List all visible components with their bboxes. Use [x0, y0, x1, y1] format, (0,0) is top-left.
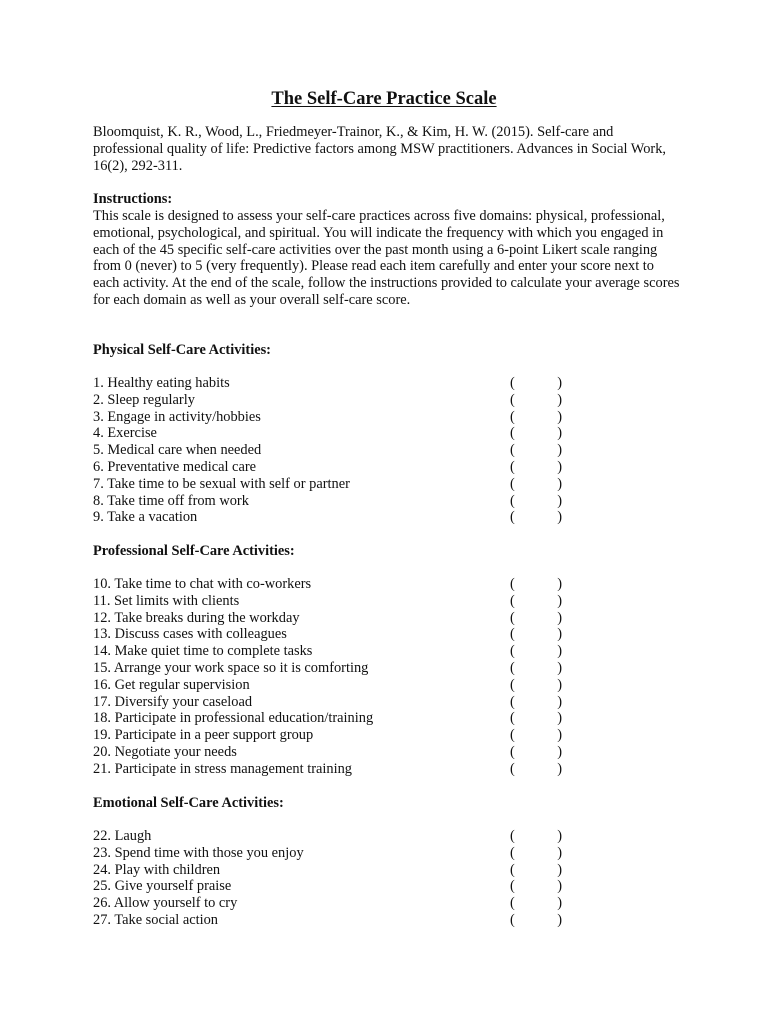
score-entry-box[interactable] — [510, 744, 562, 761]
open-paren: ( — [510, 375, 515, 391]
scale-item — [93, 409, 573, 426]
item-label: 22. Laugh — [93, 828, 152, 844]
item-label: 6. Preventative medical care — [93, 458, 257, 475]
open-paren: ( — [510, 828, 515, 844]
close-paren: ) — [557, 710, 562, 727]
page-title: The Self-Care Practice Scale — [271, 89, 497, 109]
close-paren: ) — [557, 911, 562, 928]
emotional-section-heading: Emotional Self-Care Activities: — [93, 795, 284, 811]
score-entry-box[interactable] — [510, 828, 562, 845]
item-label: 18. Participate in professional education/training — [93, 710, 374, 727]
physical-section-heading: Physical Self-Care Activities: — [93, 342, 271, 358]
open-paren: ( — [510, 878, 515, 895]
score-entry-box[interactable] — [510, 660, 562, 677]
open-paren: ( — [510, 895, 515, 912]
scale-item — [93, 677, 573, 694]
scale-item — [93, 878, 573, 895]
scale-item — [93, 828, 573, 845]
instructions-body: This scale is designed to assess your self-care practices across five domains: physical, professional, emotional, psychological, and spiritual. You will indicate the frequency with which you engaged in each of the 45 specific self-care activities over the past month using a 6-point Likert scale ranging from 0 (never) to 5 (very frequently). Please read each item carefully and enter your score next to each activity. At the end of the scale, follow the instructions provided to calculate your average scores for each domain as well as your overall self-care score. — [93, 208, 680, 308]
scale-item — [93, 744, 573, 761]
close-paren: ) — [557, 861, 562, 878]
scale-item — [93, 392, 573, 409]
score-entry-box[interactable] — [510, 375, 562, 392]
scale-item — [93, 761, 573, 778]
item-label: 17. Diversify your caseload — [93, 693, 253, 710]
open-paren: ( — [510, 609, 515, 626]
professional-item-list — [93, 576, 573, 778]
physical-item-list — [93, 375, 573, 526]
scale-item — [93, 660, 573, 677]
score-entry-box[interactable] — [510, 576, 562, 593]
close-paren: ) — [557, 609, 562, 626]
open-paren: ( — [510, 442, 515, 459]
close-paren: ) — [557, 727, 562, 744]
close-paren: ) — [557, 626, 562, 643]
close-paren: ) — [557, 743, 562, 760]
open-paren: ( — [510, 760, 515, 777]
open-paren: ( — [510, 626, 515, 643]
item-label: 2. Sleep regularly — [93, 391, 195, 408]
score-entry-box[interactable] — [510, 476, 562, 493]
close-paren: ) — [557, 458, 562, 475]
score-entry-box[interactable] — [510, 710, 562, 727]
emotional-item-list — [93, 828, 573, 929]
score-entry-box[interactable] — [510, 409, 562, 426]
scale-item — [93, 509, 573, 526]
open-paren: ( — [510, 844, 515, 861]
score-entry-box[interactable] — [510, 459, 562, 476]
score-entry-box[interactable] — [510, 727, 562, 744]
score-entry-box[interactable] — [510, 878, 562, 895]
item-label: 12. Take breaks during the workday — [93, 609, 300, 626]
open-paren: ( — [510, 576, 515, 592]
close-paren: ) — [557, 828, 562, 844]
open-paren: ( — [510, 861, 515, 878]
item-label: 20. Negotiate your needs — [93, 743, 237, 760]
item-label: 10. Take time to chat with co-workers — [93, 576, 312, 592]
score-entry-box[interactable] — [510, 912, 562, 929]
scale-item — [93, 845, 573, 862]
score-entry-box[interactable] — [510, 677, 562, 694]
open-paren: ( — [510, 727, 515, 744]
item-label: 21. Participate in stress management training — [93, 760, 352, 777]
scale-item — [93, 493, 573, 510]
scale-item — [93, 694, 573, 711]
close-paren: ) — [557, 760, 562, 777]
score-entry-box[interactable] — [510, 862, 562, 879]
open-paren: ( — [510, 509, 515, 526]
item-label: 4. Exercise — [93, 425, 157, 442]
item-label: 19. Participate in a peer support group — [93, 727, 314, 744]
close-paren: ) — [557, 408, 562, 425]
score-entry-box[interactable] — [510, 761, 562, 778]
close-paren: ) — [557, 895, 562, 912]
professional-section-heading: Professional Self-Care Activities: — [93, 543, 295, 559]
score-entry-box[interactable] — [510, 593, 562, 610]
close-paren: ) — [557, 659, 562, 676]
score-entry-box[interactable] — [510, 895, 562, 912]
score-entry-box[interactable] — [510, 442, 562, 459]
open-paren: ( — [510, 425, 515, 442]
close-paren: ) — [557, 643, 562, 660]
item-label: 14. Make quiet time to complete tasks — [93, 643, 313, 660]
close-paren: ) — [557, 492, 562, 509]
score-entry-box[interactable] — [510, 392, 562, 409]
citation: Bloomquist, K. R., Wood, L., Friedmeyer-Trainor, K., & Kim, H. W. (2015). Self-care and professional quality of life: Predictive factors among MSW practitioners. Advances in Social Work, 16(2), 292-311. — [93, 124, 667, 174]
scale-item — [93, 375, 573, 392]
close-paren: ) — [557, 693, 562, 710]
close-paren: ) — [557, 475, 562, 492]
score-entry-box[interactable] — [510, 509, 562, 526]
close-paren: ) — [557, 576, 562, 592]
instructions-heading: Instructions: — [93, 191, 173, 207]
item-label: 15. Arrange your work space so it is comforting — [93, 659, 369, 676]
scale-item — [93, 862, 573, 879]
open-paren: ( — [510, 911, 515, 928]
item-label: 27. Take social action — [93, 911, 219, 928]
open-paren: ( — [510, 693, 515, 710]
scale-item — [93, 425, 573, 442]
item-label: 25. Give yourself praise — [93, 878, 232, 895]
close-paren: ) — [557, 442, 562, 459]
item-label: 1. Healthy eating habits — [93, 375, 230, 391]
item-label: 11. Set limits with clients — [93, 592, 240, 609]
scale-item — [93, 459, 573, 476]
score-entry-box[interactable] — [510, 610, 562, 627]
close-paren: ) — [557, 375, 562, 391]
open-paren: ( — [510, 475, 515, 492]
close-paren: ) — [557, 878, 562, 895]
score-entry-box[interactable] — [510, 694, 562, 711]
item-label: 13. Discuss cases with colleagues — [93, 626, 287, 643]
open-paren: ( — [510, 458, 515, 475]
scale-item — [93, 476, 573, 493]
open-paren: ( — [510, 676, 515, 693]
close-paren: ) — [557, 676, 562, 693]
scale-item — [93, 593, 573, 610]
score-entry-box[interactable] — [510, 643, 562, 660]
item-label: 7. Take time to be sexual with self or partner — [93, 475, 350, 492]
open-paren: ( — [510, 592, 515, 609]
close-paren: ) — [557, 844, 562, 861]
score-entry-box[interactable] — [510, 626, 562, 643]
item-label: 8. Take time off from work — [93, 492, 249, 509]
close-paren: ) — [557, 592, 562, 609]
scale-item — [93, 442, 573, 459]
scale-item — [93, 727, 573, 744]
scale-item — [93, 912, 573, 929]
item-label: 24. Play with children — [93, 861, 221, 878]
close-paren: ) — [557, 425, 562, 442]
scale-item — [93, 626, 573, 643]
scale-item — [93, 610, 573, 627]
open-paren: ( — [510, 659, 515, 676]
item-label: 23. Spend time with those you enjoy — [93, 844, 304, 861]
open-paren: ( — [510, 408, 515, 425]
score-entry-box[interactable] — [510, 845, 562, 862]
open-paren: ( — [510, 643, 515, 660]
scale-item — [93, 576, 573, 593]
open-paren: ( — [510, 743, 515, 760]
open-paren: ( — [510, 391, 515, 408]
scale-item — [93, 710, 573, 727]
close-paren: ) — [557, 391, 562, 408]
item-label: 5. Medical care when needed — [93, 442, 262, 459]
scale-item — [93, 643, 573, 660]
close-paren: ) — [557, 509, 562, 526]
item-label: 16. Get regular supervision — [93, 676, 250, 693]
open-paren: ( — [510, 710, 515, 727]
scale-item — [93, 895, 573, 912]
item-label: 9. Take a vacation — [93, 509, 198, 526]
score-entry-box[interactable] — [510, 493, 562, 510]
score-entry-box[interactable] — [510, 425, 562, 442]
open-paren: ( — [510, 492, 515, 509]
item-label: 26. Allow yourself to cry — [93, 895, 238, 912]
item-label: 3. Engage in activity/hobbies — [93, 408, 261, 425]
